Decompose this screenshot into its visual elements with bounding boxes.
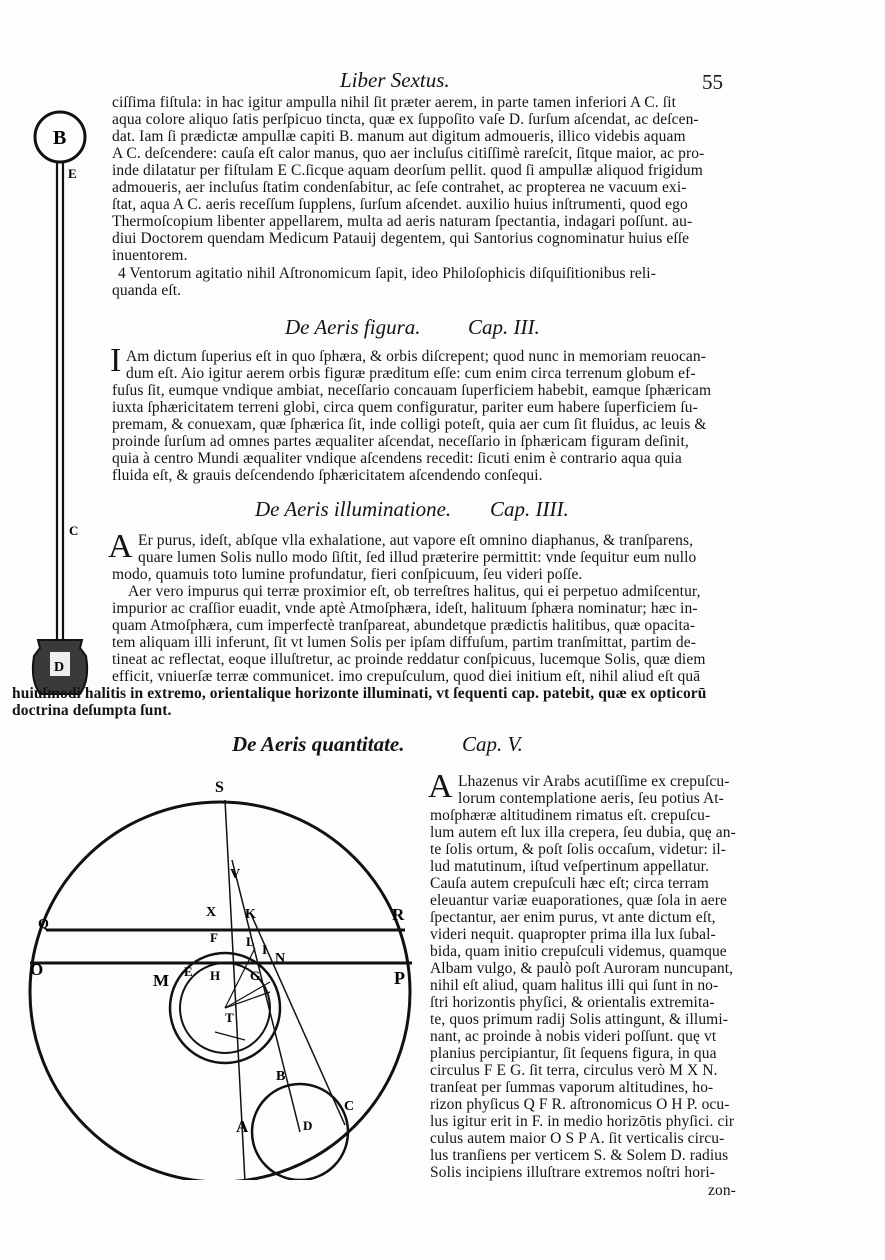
text-line: Er purus, ideſt, abſque vlla exhalatione, aut vapore eſt omnino diaphanus, & tranſparens, — [138, 532, 694, 549]
figure-label-i: I — [262, 942, 268, 957]
text-line: diui Doctorem quendam Medicum Patauij degentem, qui Santorius cognominatur huius eſſe — [112, 230, 690, 247]
thermoscope-illustration — [0, 80, 110, 720]
thermoscope-label-c: C — [69, 523, 79, 538]
text-line: nihil eſt aliud, quam halitus illi qui ſunt in no- — [430, 977, 719, 994]
text-line: aqua colore aliquo ſatis perſpicuo tincta, quæ ex ſuppoſito vaſe D. ſurſum aſcendat, ac deſcen- — [112, 111, 699, 128]
text-line: quam Atmoſphæra, cum imperfectè tranſpareat, abundetque prædictis halitibus, quæ opacita- — [112, 617, 696, 634]
figure-label-d: D — [303, 1118, 313, 1133]
chapter-5-initial: A — [428, 768, 453, 805]
text-line: ſtri horizontis phyſici, & orientalis extremita- — [430, 994, 715, 1011]
text-line: lorum contemplatione aeris, ſeu potius At- — [458, 790, 724, 807]
text-line: Solis incipiens illuſtrare extremos noſtri hori- — [430, 1164, 716, 1181]
figure-label-f: F — [210, 930, 218, 945]
text-line: iuxta ſphæricitatem terreni globi, circa quem configuratur, pariter eum habere ſuperficiem ſu- — [112, 399, 698, 416]
figure-label-x: X — [206, 905, 217, 920]
text-line: nant, ac proinde à nobis videri poſſunt. quę vt — [430, 1028, 717, 1045]
chapter-4-initial: A — [108, 528, 133, 565]
text-line: proinde ſurſum ad omnes partes æqualiter aſcendat, neceſſario in ſphæricam figuram deſinit, — [112, 433, 689, 450]
text-line: impurior ac craſſior euadit, vnde aptè Atmoſphæra, ideſt, halituum ſphæra nominatur; hæc in- — [112, 600, 698, 617]
text-line: premam, & conuexam, quæ ſphærica ſit, inde colligi poteſt, quia aer cum ſit fluidus, ac leuis & — [112, 416, 707, 433]
figure-label-k: K — [245, 907, 256, 922]
chapter-4-number: Cap. IIII. — [490, 497, 569, 521]
text-line: videri nequit. quapropter prima illa lux ſubal- — [430, 926, 716, 943]
figure-label-m: M — [153, 971, 170, 990]
figure-label-g: G — [250, 968, 261, 983]
text-line: culus autem maior O S P A. ſit verticalis circu- — [430, 1130, 725, 1147]
figure-label-b: B — [276, 1069, 286, 1084]
figure-label-q: Q — [38, 917, 49, 932]
text-line: lus igitur erit in F. in medio horizōtis phyſici. cir — [430, 1113, 735, 1130]
figure-label-c: C — [344, 1099, 355, 1114]
text-line: Aer vero impurus qui terræ proximior eſt, ob terreſtres halitus, qui ei perpetuo admiſcentur, — [128, 583, 701, 600]
figure-label-e: E — [184, 964, 193, 979]
text-line: quanda eſt. — [112, 282, 182, 299]
figure-label-n: N — [275, 951, 286, 966]
text-line: Am dictum ſuperius eſt in quo ſphæra, & orbis diſcrepent; quod nunc in memoriam reuocan- — [126, 348, 707, 365]
figure-label-h: H — [210, 968, 221, 983]
text-line: tineat ac reflectat, eoque illuſtretur, ac proinde reddatur conſpicuus, lucemque Solis, quæ diem — [112, 651, 706, 668]
text-line: lum autem eſt lux illa crepera, ſeu dubia, quę an- — [430, 824, 736, 841]
text-line: planius percipiantur, ſit ſequens figura, in qua — [430, 1045, 717, 1062]
text-line: A C. deſcendere: cauſa eſt calor manus, quo aer incluſus citiſſimè rareſcit, ſitque maior, ac pro- — [112, 145, 705, 162]
text-line: Lhazenus vir Arabs acutiſſime ex crepuſcu- — [458, 773, 730, 790]
figure-label-o: O — [30, 960, 44, 979]
chapter-3-title: De Aeris figura. — [285, 315, 421, 339]
text-line: ſtat, aqua A C. aeris receſſum ſupplens, ſurſum aſcendet. auxilio huius inſtrumenti, quod ego — [112, 196, 688, 213]
text-line: admoueris, aer incluſus ſtatim condenſabitur, ac ſeſe contrahet, ac propterea ne vacuum exi- — [112, 179, 687, 196]
figure-label-p: P — [394, 968, 405, 988]
text-line: Albam vulgo, & paulò poſt Auroram nuncupant, — [430, 960, 734, 977]
text-line: inde dilatatur per fiſtulam E C.ſicque aquam deorſum pellit. quod ſi ampullæ aliquod frigidum — [112, 162, 703, 179]
figure-label-t: T — [225, 1010, 234, 1025]
figure-label-r: R — [392, 905, 405, 924]
running-head-title: Liber Sextus. — [340, 68, 450, 92]
text-line: dum eſt. Aio igitur aerem orbis figuræ præditum eſſe: cum enim circa terrenum globum ef- — [126, 365, 696, 382]
text-line: fuſus ſit, eumque vndique ambiat, neceſſario concauam ſuperficiem habebit, eamque ſphæricam — [112, 382, 712, 399]
text-line: eleuantur variæ euaporationes, quæ ſola in aere — [430, 892, 727, 909]
crepuscule-figure — [0, 770, 425, 1180]
text-line: lus tranſiens per verticem S. & Solem D. radius — [430, 1147, 729, 1164]
chapter-3-number: Cap. III. — [468, 315, 540, 339]
text-line: te ſolis ortum, & poſt ſolis occaſum, videtur: il- — [430, 841, 727, 858]
chapter-5-title: De Aeris quantitate. — [232, 732, 405, 756]
solar-ray-line — [232, 860, 300, 1132]
text-line: dat. Iam ſi prædictæ ampullæ capiti B. manum aut digitum admoueris, illico videbis aquam — [112, 128, 686, 145]
vertical-circle — [30, 802, 410, 1180]
text-line: inuentorem. — [112, 247, 188, 264]
text-line: bida, quam initio crepuſculi videmus, quamque — [430, 943, 727, 960]
text-line: lud matutinum, iſtud veſpertinum appellatur. — [430, 858, 710, 875]
page-number: 55 — [702, 70, 723, 94]
text-line: tranſeat per ſummas vaporum altitudines, ho- — [430, 1079, 714, 1096]
text-line: Thermoſcopium libenter appellarem, multa ad aeris naturam ſpectantia, indagari poſſunt. au- — [112, 213, 693, 230]
text-line: modo, quamuis toto lumine profundatur, fieri conſpicuum, ſeu videri poſſe. — [112, 566, 583, 583]
text-line: circulus F E G. ſit terra, circulus verò M X N. — [430, 1062, 718, 1079]
text-line: ciſſima fiſtula: in hac igitur ampulla nihil ſit præter aerem, in parte tamen inferiori A C. ſit — [112, 94, 677, 111]
text-line: doctrina deſumpta ſunt. — [12, 702, 172, 719]
figure-label-l: L — [246, 934, 255, 949]
thermoscope-label-b: B — [53, 127, 67, 149]
text-line: 4 Ventorum agitatio nihil Aſtronomicum ſapit, ideo Philoſophicis diſquiſitionibus reli- — [118, 265, 656, 282]
text-line: rizon phyſicus Q F R. aſtronomicus O H P. ocu- — [430, 1096, 730, 1113]
text-line: moſphæræ altitudinem rimatus eſt. crepuſcu- — [430, 807, 711, 824]
thermoscope-label-d: D — [54, 660, 65, 675]
chapter-3-initial: I — [110, 342, 122, 379]
text-line: huiuſmodi halitis in extremo, orientalique horizonte illuminati, vt ſequenti cap. patebit, quæ ex opticorū — [12, 685, 707, 702]
chapter-4-title: De Aeris illuminatione. — [255, 497, 452, 521]
text-line: quare lumen Solis nullo modo ſiſtit, ſed illud præterire permittit: vnde ſequitur eum nullo — [138, 549, 697, 566]
figure-label-v: V — [230, 867, 241, 882]
ray-ht — [215, 1032, 245, 1040]
thermoscope-label-e: E — [68, 166, 77, 181]
text-line: tem aliquam illi inferunt, ſit vt lumen Solis per ipſam diffuſum, partim tranſmittat, partim de- — [112, 634, 696, 651]
text-line: quia à centro Mundi æqualiter vndique aſcendens recedit: ſicuti enim è contrario aqua quia — [112, 450, 682, 467]
catchword: zon- — [708, 1182, 736, 1199]
text-line: Cauſa autem crepuſculi hæc eſt; circa terram — [430, 875, 709, 892]
chapter-5-number: Cap. V. — [462, 732, 523, 756]
text-line: ſpectantur, aer enim purus, vt ante dictum eſt, — [430, 909, 716, 926]
figure-label-a: A — [236, 1117, 249, 1136]
figure-label-s: S — [215, 779, 224, 796]
text-line: efficit, vniuerſæ terræ communicet. imo crepuſculum, quod diei initium eſt, nihil aliud eſt quā — [112, 668, 701, 685]
text-line: te, quos primum radij Solis attingunt, & illumi- — [430, 1011, 728, 1028]
text-line: fluida eſt, & grauis deſcendendo ſphæricitatem aſcendendo conſequi. — [112, 467, 543, 484]
